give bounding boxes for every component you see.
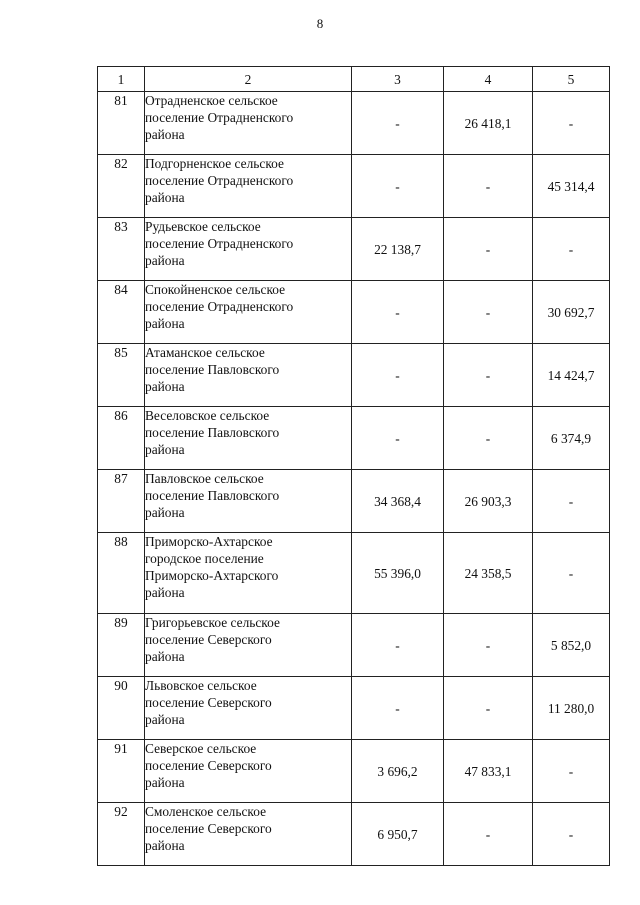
column-header: 4: [444, 67, 533, 92]
table-row: [98, 470, 610, 533]
settlement-name-cell: [145, 92, 352, 155]
amount-cell-c4: -: [444, 677, 533, 740]
settlement-name-line: поселение Отрадненского: [145, 299, 294, 314]
settlement-name-cell: [145, 155, 352, 218]
settlement-name-cell: [145, 344, 352, 407]
settlement-name-line: Приморско-Ахтарское: [145, 534, 273, 549]
settlement-name-line: Приморско-Ахтарского: [145, 568, 279, 583]
amount-cell-c3: 22 138,7: [352, 218, 444, 281]
amount-cell-c3: -: [352, 407, 444, 470]
row-number: 85: [98, 344, 145, 407]
settlement-name-line: поселение Павловского: [145, 488, 280, 503]
settlement-name-cell: [145, 470, 352, 533]
column-header: 2: [145, 67, 352, 92]
amount-cell-c4: 26 903,3: [444, 470, 533, 533]
settlement-name-line: городское поселение: [145, 551, 264, 566]
settlement-name-line: Отрадненское сельское: [145, 93, 278, 108]
settlement-name-line: Северское сельское: [145, 741, 257, 756]
amount-cell-c5: -: [533, 803, 610, 866]
amount-cell-c5: -: [533, 470, 610, 533]
settlement-name-line: района: [145, 316, 185, 331]
amount-cell-c3: -: [352, 281, 444, 344]
table-header-row: [98, 67, 610, 92]
amount-cell-c4: 26 418,1: [444, 92, 533, 155]
table-row: [98, 533, 610, 614]
column-header: 5: [533, 67, 610, 92]
settlement-name-line: Львовское сельское: [145, 678, 257, 693]
amount-cell-c3: 6 950,7: [352, 803, 444, 866]
settlement-name-line: района: [145, 253, 185, 268]
table-row: [98, 281, 610, 344]
table-row: [98, 218, 610, 281]
amount-cell-c5: 45 314,4: [533, 155, 610, 218]
amount-cell-c3: -: [352, 155, 444, 218]
settlement-name-line: поселение Северского: [145, 758, 272, 773]
settlement-name-cell: [145, 677, 352, 740]
amount-cell-c5: -: [533, 533, 610, 614]
settlement-name-line: Веселовское сельское: [145, 408, 270, 423]
settlement-name-line: поселение Отрадненского: [145, 173, 294, 188]
table-row: [98, 740, 610, 803]
amount-cell-c4: -: [444, 344, 533, 407]
settlement-name-line: Спокойненское сельское: [145, 282, 286, 297]
settlement-name-line: поселение Павловского: [145, 425, 280, 440]
settlement-name-line: поселение Северского: [145, 632, 272, 647]
amount-cell-c3: 3 696,2: [352, 740, 444, 803]
allocation-table: [97, 66, 610, 866]
settlement-name-cell: [145, 281, 352, 344]
amount-cell-c3: -: [352, 677, 444, 740]
table-row: [98, 803, 610, 866]
amount-cell-c4: 24 358,5: [444, 533, 533, 614]
amount-cell-c4: -: [444, 218, 533, 281]
settlement-name-cell: [145, 614, 352, 677]
settlement-name-line: района: [145, 838, 185, 853]
settlement-name-line: поселение Северского: [145, 821, 272, 836]
amount-cell-c3: -: [352, 344, 444, 407]
settlement-name-line: Павловское сельское: [145, 471, 264, 486]
settlement-name-cell: [145, 533, 352, 614]
settlement-name-line: района: [145, 585, 185, 600]
amount-cell-c4: 47 833,1: [444, 740, 533, 803]
amount-cell-c5: 5 852,0: [533, 614, 610, 677]
amount-cell-c5: 14 424,7: [533, 344, 610, 407]
table-row: [98, 677, 610, 740]
amount-cell-c5: 11 280,0: [533, 677, 610, 740]
amount-cell-c4: -: [444, 614, 533, 677]
row-number: 88: [98, 533, 145, 614]
row-number: 82: [98, 155, 145, 218]
settlement-name-line: района: [145, 649, 185, 664]
row-number: 91: [98, 740, 145, 803]
settlement-name-line: Подгорненское сельское: [145, 156, 284, 171]
row-number: 90: [98, 677, 145, 740]
amount-cell-c5: -: [533, 92, 610, 155]
settlement-name-line: Рудьевское сельское: [145, 219, 261, 234]
table-row: [98, 155, 610, 218]
settlement-name-line: района: [145, 379, 185, 394]
table-row: [98, 614, 610, 677]
amount-cell-c4: -: [444, 155, 533, 218]
row-number: 89: [98, 614, 145, 677]
settlement-name-line: Смоленское сельское: [145, 804, 267, 819]
row-number: 87: [98, 470, 145, 533]
table-body: [98, 92, 610, 866]
settlement-name-line: поселение Северского: [145, 695, 272, 710]
column-header: 1: [98, 67, 145, 92]
amount-cell-c3: -: [352, 614, 444, 677]
amount-cell-c4: -: [444, 407, 533, 470]
row-number: 81: [98, 92, 145, 155]
row-number: 92: [98, 803, 145, 866]
amount-cell-c3: 55 396,0: [352, 533, 444, 614]
amount-cell-c4: -: [444, 803, 533, 866]
settlement-name-line: района: [145, 505, 185, 520]
settlement-name-line: района: [145, 775, 185, 790]
settlement-name-cell: [145, 218, 352, 281]
amount-cell-c5: -: [533, 740, 610, 803]
settlement-name-cell: [145, 803, 352, 866]
amount-cell-c3: 34 368,4: [352, 470, 444, 533]
settlement-name-line: поселение Павловского: [145, 362, 280, 377]
amount-cell-c4: -: [444, 281, 533, 344]
row-number: 83: [98, 218, 145, 281]
settlement-name-cell: [145, 407, 352, 470]
settlement-name-line: района: [145, 127, 185, 142]
settlement-name-line: района: [145, 712, 185, 727]
table-row: [98, 92, 610, 155]
amount-cell-c5: 30 692,7: [533, 281, 610, 344]
settlement-name-cell: [145, 740, 352, 803]
settlement-name-line: Григорьевское сельское: [145, 615, 280, 630]
table-row: [98, 407, 610, 470]
row-number: 84: [98, 281, 145, 344]
amount-cell-c5: 6 374,9: [533, 407, 610, 470]
settlement-name-line: района: [145, 190, 185, 205]
table-row: [98, 344, 610, 407]
row-number: 86: [98, 407, 145, 470]
amount-cell-c3: -: [352, 92, 444, 155]
column-header: 3: [352, 67, 444, 92]
settlement-name-line: Атаманское сельское: [145, 345, 265, 360]
page-number: 8: [316, 16, 324, 31]
settlement-name-line: поселение Отрадненского: [145, 110, 294, 125]
settlement-name-line: поселение Отрадненского: [145, 236, 294, 251]
settlement-name-line: района: [145, 442, 185, 457]
amount-cell-c5: -: [533, 218, 610, 281]
